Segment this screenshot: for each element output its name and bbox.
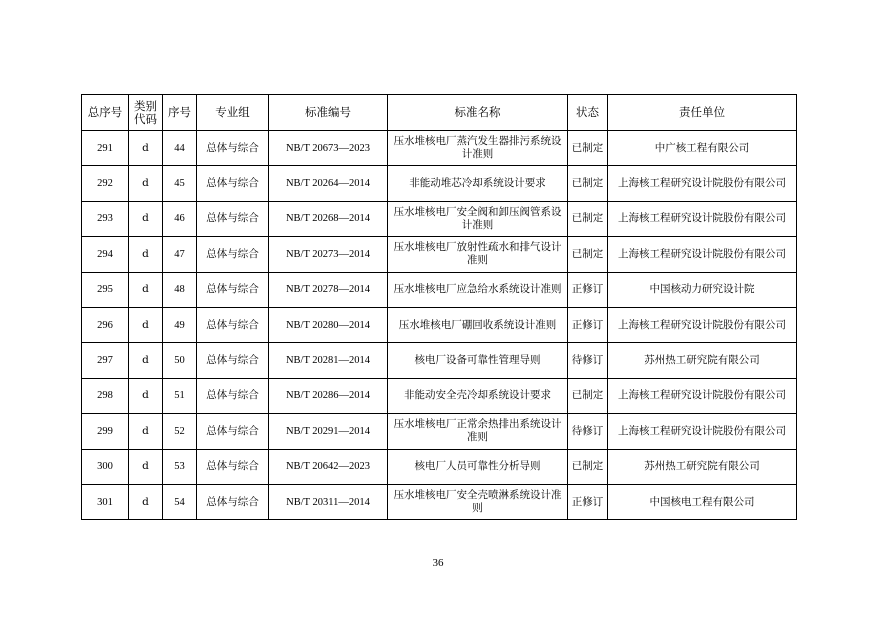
standard-number-cell: NB/T 20278—2014 (269, 272, 388, 307)
standard-name-cell: 非能动堆芯冷却系统设计要求 (388, 166, 568, 201)
status-cell: 正修订 (568, 307, 608, 342)
seq-cell: 54 (163, 484, 197, 519)
standard-name-cell: 压水堆核电厂应急给水系统设计准则 (388, 272, 568, 307)
total-seq-cell: 293 (82, 201, 129, 236)
category-code-cell: d (129, 484, 163, 519)
header-standard-name: 标准名称 (388, 95, 568, 131)
seq-cell: 48 (163, 272, 197, 307)
status-cell: 已制定 (568, 131, 608, 166)
status-cell: 正修订 (568, 272, 608, 307)
seq-cell: 52 (163, 414, 197, 449)
standard-name-cell: 压水堆核电厂放射性疏水和排气设计准则 (388, 237, 568, 272)
table-row (82, 272, 797, 307)
responsible-unit-cell: 上海核工程研究设计院股份有限公司 (608, 201, 797, 236)
total-seq-cell: 300 (82, 449, 129, 484)
total-seq-cell: 295 (82, 272, 129, 307)
total-seq-cell: 294 (82, 237, 129, 272)
category-code-cell: d (129, 166, 163, 201)
header-standard-number: 标准编号 (269, 95, 388, 131)
header-responsible-unit: 责任单位 (608, 95, 797, 131)
responsible-unit-cell: 中国核电工程有限公司 (608, 484, 797, 519)
category-code-cell: d (129, 378, 163, 413)
group-cell: 总体与综合 (197, 307, 269, 342)
table-row (82, 307, 797, 342)
table-row (82, 414, 797, 449)
standard-number-cell: NB/T 20281—2014 (269, 343, 388, 378)
header-status: 状态 (568, 95, 608, 131)
category-code-cell: d (129, 131, 163, 166)
status-cell: 已制定 (568, 378, 608, 413)
standard-number-cell: NB/T 20291—2014 (269, 414, 388, 449)
responsible-unit-cell: 中国核动力研究设计院 (608, 272, 797, 307)
header-group: 专业组 (197, 95, 269, 131)
seq-cell: 50 (163, 343, 197, 378)
table-row (82, 166, 797, 201)
group-cell: 总体与综合 (197, 414, 269, 449)
status-cell: 正修订 (568, 484, 608, 519)
responsible-unit-cell: 上海核工程研究设计院股份有限公司 (608, 378, 797, 413)
standard-name-cell: 压水堆核电厂安全壳喷淋系统设计准则 (388, 484, 568, 519)
category-code-cell: d (129, 237, 163, 272)
seq-cell: 44 (163, 131, 197, 166)
status-cell: 已制定 (568, 166, 608, 201)
header-category-code: 类别代码 (129, 95, 163, 131)
standard-name-cell: 压水堆核电厂硼回收系统设计准则 (388, 307, 568, 342)
group-cell: 总体与综合 (197, 131, 269, 166)
standard-name-cell: 压水堆核电厂蒸汽发生器排污系统设计准则 (388, 131, 568, 166)
status-cell: 已制定 (568, 237, 608, 272)
responsible-unit-cell: 上海核工程研究设计院股份有限公司 (608, 307, 797, 342)
group-cell: 总体与综合 (197, 237, 269, 272)
group-cell: 总体与综合 (197, 343, 269, 378)
category-code-cell: d (129, 272, 163, 307)
standard-number-cell: NB/T 20264—2014 (269, 166, 388, 201)
category-code-cell: d (129, 343, 163, 378)
seq-cell: 49 (163, 307, 197, 342)
category-code-cell: d (129, 307, 163, 342)
responsible-unit-cell: 上海核工程研究设计院股份有限公司 (608, 414, 797, 449)
category-code-cell: d (129, 449, 163, 484)
group-cell: 总体与综合 (197, 201, 269, 236)
standard-number-cell: NB/T 20273—2014 (269, 237, 388, 272)
total-seq-cell: 298 (82, 378, 129, 413)
total-seq-cell: 292 (82, 166, 129, 201)
standards-table (81, 94, 797, 520)
table-row (82, 484, 797, 519)
seq-cell: 51 (163, 378, 197, 413)
category-code-cell: d (129, 201, 163, 236)
table-header-row (82, 95, 797, 131)
status-cell: 已制定 (568, 449, 608, 484)
header-total-seq: 总序号 (82, 95, 129, 131)
header-seq: 序号 (163, 95, 197, 131)
table-row (82, 201, 797, 236)
status-cell: 已制定 (568, 201, 608, 236)
category-code-cell: d (129, 414, 163, 449)
standard-number-cell: NB/T 20311—2014 (269, 484, 388, 519)
table-row (82, 343, 797, 378)
group-cell: 总体与综合 (197, 449, 269, 484)
responsible-unit-cell: 上海核工程研究设计院股份有限公司 (608, 237, 797, 272)
table-row (82, 378, 797, 413)
standard-number-cell: NB/T 20286—2014 (269, 378, 388, 413)
standard-name-cell: 核电厂人员可靠性分析导则 (388, 449, 568, 484)
standard-name-cell: 核电厂设备可靠性管理导则 (388, 343, 568, 378)
group-cell: 总体与综合 (197, 378, 269, 413)
table-row (82, 131, 797, 166)
seq-cell: 47 (163, 237, 197, 272)
seq-cell: 46 (163, 201, 197, 236)
seq-cell: 53 (163, 449, 197, 484)
total-seq-cell: 297 (82, 343, 129, 378)
standard-number-cell: NB/T 20268—2014 (269, 201, 388, 236)
page-number: 36 (432, 557, 444, 569)
total-seq-cell: 301 (82, 484, 129, 519)
status-cell: 待修订 (568, 414, 608, 449)
responsible-unit-cell: 苏州热工研究院有限公司 (608, 343, 797, 378)
table-row (82, 449, 797, 484)
responsible-unit-cell: 苏州热工研究院有限公司 (608, 449, 797, 484)
standard-name-cell: 压水堆核电厂安全阀和卸压阀管系设计准则 (388, 201, 568, 236)
total-seq-cell: 291 (82, 131, 129, 166)
standard-number-cell: NB/T 20673—2023 (269, 131, 388, 166)
total-seq-cell: 296 (82, 307, 129, 342)
group-cell: 总体与综合 (197, 272, 269, 307)
seq-cell: 45 (163, 166, 197, 201)
responsible-unit-cell: 中广核工程有限公司 (608, 131, 797, 166)
group-cell: 总体与综合 (197, 166, 269, 201)
group-cell: 总体与综合 (197, 484, 269, 519)
standard-name-cell: 非能动安全壳冷却系统设计要求 (388, 378, 568, 413)
status-cell: 待修订 (568, 343, 608, 378)
standard-number-cell: NB/T 20280—2014 (269, 307, 388, 342)
standard-name-cell: 压水堆核电厂正常余热排出系统设计准则 (388, 414, 568, 449)
total-seq-cell: 299 (82, 414, 129, 449)
standard-number-cell: NB/T 20642—2023 (269, 449, 388, 484)
responsible-unit-cell: 上海核工程研究设计院股份有限公司 (608, 166, 797, 201)
table-row (82, 237, 797, 272)
